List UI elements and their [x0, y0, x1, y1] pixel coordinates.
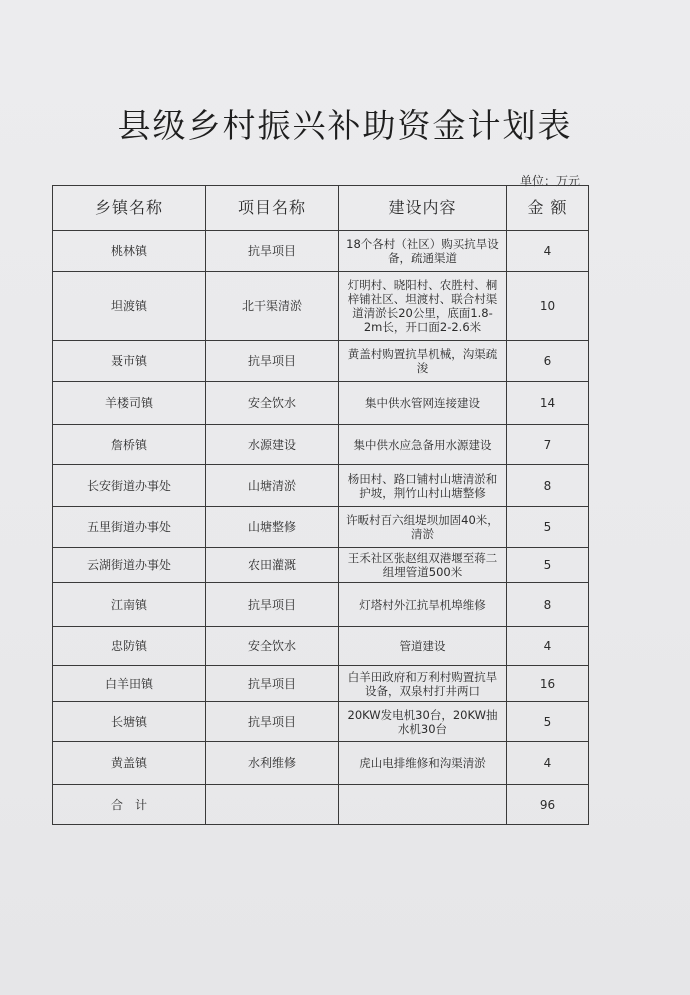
project-cell: 抗旱项目: [206, 341, 339, 382]
project-cell: 安全饮水: [206, 382, 339, 425]
project-cell: 农田灌溉: [206, 548, 339, 583]
content-cell: 灯塔村外江抗旱机埠维修: [339, 583, 507, 627]
project-cell: 抗旱项目: [206, 702, 339, 742]
content-cell: 虎山电排维修和沟渠清淤: [339, 742, 507, 785]
town-cell: 黄盖镇: [53, 742, 206, 785]
amount-cell: 5: [507, 507, 589, 548]
unit-label: 单位：万元: [519, 174, 580, 188]
table-row: [53, 548, 589, 583]
header-town: 乡镇名称: [53, 186, 206, 231]
amount-cell: 4: [507, 627, 589, 666]
total-row: [53, 785, 589, 825]
amount-cell: 8: [507, 583, 589, 627]
project-cell: 抗旱项目: [206, 231, 339, 272]
table-row: [53, 666, 589, 702]
town-cell: 詹桥镇: [53, 425, 206, 465]
town-cell: 羊楼司镇: [53, 382, 206, 425]
table-row: [53, 507, 589, 548]
total-label: 合 计: [53, 785, 206, 825]
amount-cell: 8: [507, 465, 589, 507]
table-row: [53, 231, 589, 272]
content-cell: 管道建设: [339, 627, 507, 666]
town-cell: 白羊田镇: [53, 666, 206, 702]
amount-cell: 14: [507, 382, 589, 425]
funding-plan-table: [52, 185, 589, 825]
project-cell: 山塘清淤: [206, 465, 339, 507]
table-row: [53, 425, 589, 465]
content-cell: 集中供水管网连接建设: [339, 382, 507, 425]
document-title: 县级乡村振兴补助资金计划表: [117, 106, 573, 145]
project-cell: 北干渠清淤: [206, 272, 339, 341]
table-row: [53, 272, 589, 341]
content-cell: 18个各村（社区）购买抗旱设备，疏通渠道: [339, 231, 507, 272]
town-cell: 忠防镇: [53, 627, 206, 666]
town-cell: 云湖街道办事处: [53, 548, 206, 583]
table-row: [53, 742, 589, 785]
content-cell: 黄盖村购置抗旱机械，沟渠疏浚: [339, 341, 507, 382]
project-cell: 抗旱项目: [206, 583, 339, 627]
town-cell: 五里街道办事处: [53, 507, 206, 548]
amount-cell: 4: [507, 231, 589, 272]
amount-cell: 16: [507, 666, 589, 702]
table-row: [53, 583, 589, 627]
content-cell: 白羊田政府和万利村购置抗旱设备，双泉村打井两口: [339, 666, 507, 702]
content-cell: 王禾社区张赵组双港堰至蒋二组埋管道500米: [339, 548, 507, 583]
total-amount: 96: [507, 785, 589, 825]
header-content: 建设内容: [339, 186, 507, 231]
project-cell: 山塘整修: [206, 507, 339, 548]
town-cell: 坦渡镇: [53, 272, 206, 341]
project-cell: 抗旱项目: [206, 666, 339, 702]
amount-cell: 6: [507, 341, 589, 382]
project-cell: 水源建设: [206, 425, 339, 465]
amount-cell: 10: [507, 272, 589, 341]
project-cell: 水利维修: [206, 742, 339, 785]
town-cell: 江南镇: [53, 583, 206, 627]
town-cell: 桃林镇: [53, 231, 206, 272]
town-cell: 聂市镇: [53, 341, 206, 382]
town-cell: 长安街道办事处: [53, 465, 206, 507]
header-row: [53, 186, 589, 231]
table-row: [53, 341, 589, 382]
table-row: [53, 465, 589, 507]
amount-cell: 4: [507, 742, 589, 785]
amount-cell: 5: [507, 548, 589, 583]
empty-cell: [206, 785, 339, 825]
content-cell: 灯明村、晓阳村、农胜村、桐梓铺社区、坦渡村、联合村渠道清淤长20公里，底面1.8-2m长，开口面2-2.6米: [339, 272, 507, 341]
header-project: 项目名称: [206, 186, 339, 231]
header-amount: 金 额: [507, 186, 589, 231]
content-cell: 20KW发电机30台，20KW抽水机30台: [339, 702, 507, 742]
content-cell: 集中供水应急备用水源建设: [339, 425, 507, 465]
table-row: [53, 382, 589, 425]
project-cell: 安全饮水: [206, 627, 339, 666]
empty-cell: [339, 785, 507, 825]
amount-cell: 5: [507, 702, 589, 742]
table-row: [53, 702, 589, 742]
content-cell: 杨田村、路口铺村山塘清淤和护坡，荆竹山村山塘整修: [339, 465, 507, 507]
town-cell: 长塘镇: [53, 702, 206, 742]
table-row: [53, 627, 589, 666]
amount-cell: 7: [507, 425, 589, 465]
content-cell: 许畈村百六组堤坝加固40米，清淤: [339, 507, 507, 548]
